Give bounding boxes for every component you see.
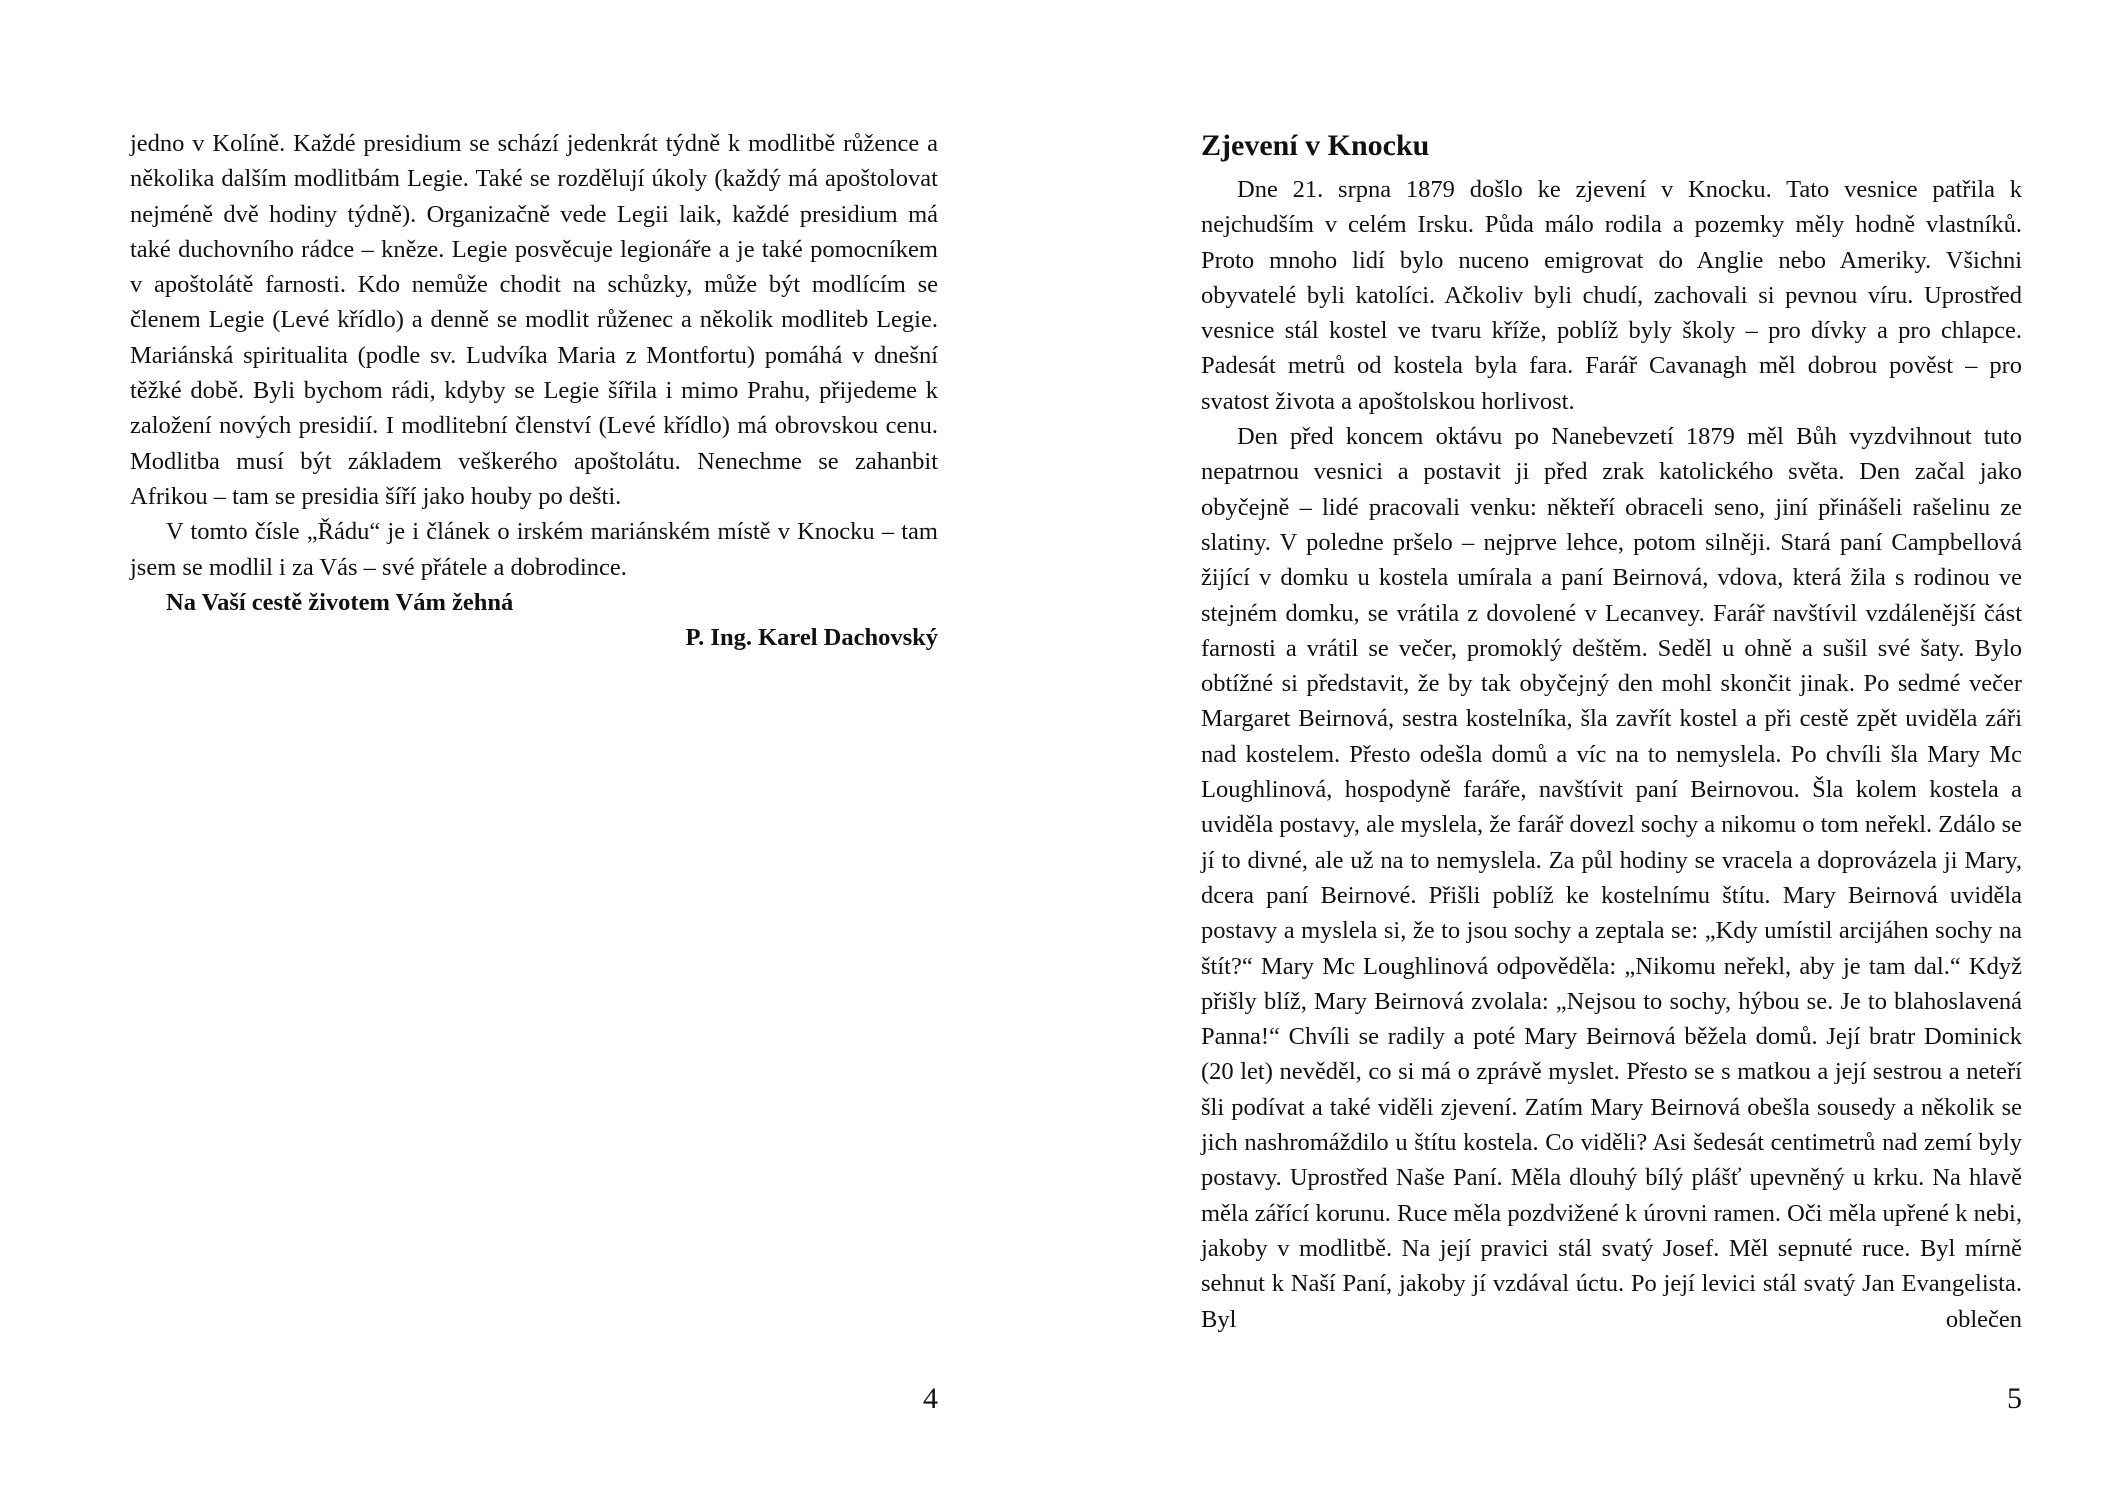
left-paragraph-2: V tomto čísle „Řádu“ je i článek o irském mariánském místě v Knocku – tam jsem se modlil i za Vás – své přátele a dobrodince. xyxy=(130,518,938,581)
page-number-left: 4 xyxy=(923,1382,938,1415)
author-signature: P. Ing. Karel Dachovský xyxy=(685,624,938,652)
right-page-text xyxy=(1201,172,2022,1337)
right-page xyxy=(1059,0,2118,1500)
page-number-right: 5 xyxy=(2007,1382,2022,1415)
closing-blessing: Na Vaší cestě životem Vám žehná xyxy=(166,588,514,616)
right-paragraph-1: Dne 21. srpna 1879 došlo ke zjevení v Knocku. Tato vesnice patřila k nejchudším v celém Irsku. Půda málo rodila a pozemky měly hodně vlastníků. Proto mnoho lidí bylo nuceno emigrovat do Anglie nebo Ameriky. Všichni obyvatelé byli katolíci. Ačkoliv byli chudí, zachovali si pevnou víru. Uprostřed vesnice stál kostel ve tvaru kříže, poblíž byly školy – pro dívky a pro chlapce. Padesát metrů od kostela byla fara. Farář Cavanagh měl dobrou pověst – pro svatost života a apoštolskou horlivost. xyxy=(1201,176,2022,415)
left-page-text xyxy=(130,126,938,655)
right-paragraph-2: Den před koncem oktávu po Nanebevzetí 1879 měl Bůh vyzdvihnout tuto nepatrnou vesnici a postavit ji před zrak katolického světa. Den začal jako obyčejně – lidé pracovali venku: někteří obraceli seno, jiní přinášeli rašelinu ze slatiny. V poledne pršelo – nejprve lehce, potom silněji. Stará paní Campbellová žijící v domku u kostela umírala a paní Beirnová, vdova, která žila s rodinou ve stejném domku, se vrátila z dovolené v Lecanvey. Farář navštívil vzdálenější část farnosti a vrátil se večer, promoklý deštěm. Seděl u ohně a sušil své šaty. Bylo obtížné si představit, že by tak obyčejný den mohl skončit jinak. Po sedmé večer Margaret Beirnová, sestra kostelníka, šla zavřít kostel a při cestě zpět uviděla záři nad kostelem. Přesto odešla domů a víc na to nemyslela. Po chvíli šla Mary Mc Loughlinová, hospodyně faráře, navštívit paní Beirnovou. Šla kolem kostela a uviděla postavy, ale myslela, že farář dovezl sochy a nikomu o tom neřekl. Zdálo se jí to divné, ale už na to nemyslela. Za půl hodiny se vracela a doprovázela ji Mary, dcera paní Beirnové. Přišli poblíž ke kostelnímu štítu. Mary Beirnová uviděla postavy a myslela si, že to jsou sochy a zeptala se: „Kdy umístil arcijáhen sochy na štít?“ Mary Mc Loughlinová odpověděla: „Nikomu neřekl, aby je tam dal.“ Když přišly blíž, Mary Beirnová zvolala: „Nejsou to sochy, hýbou se. Je to blahoslavená Panna!“ Chvíli se radily a poté Mary Beirnová běžela domů. Její bratr Dominick (20 let) nevěděl, co si má o zprávě myslet. Přesto se s matkou a její sestrou a neteří šli podívat a také viděli zjevení. Zatím Mary Beirnová obešla sousedy a několik se jich nashromáždilo u štítu kostela. Co viděli? Asi šedesát centimetrů nad zemí byly postavy. Uprostřed Naše Paní. Měla dlouhý bílý plášť upevněný u krku. Na hlavě měla zářící korunu. Ruce měla pozdvižené k úrovni ramen. Oči měla upřené k nebi, jakoby v modlitbě. Na její pravici stál svatý Josef. Měl sepnuté ruce. Byl mírně sehnut k Naší Paní, jakoby jí vzdával úctu. Po její levici stál svatý Jan Evangelista. Byl oblečen xyxy=(1201,423,2022,1333)
article-heading: Zjevení v Knocku xyxy=(1201,129,1430,162)
left-paragraph-1: jedno v Kolíně. Každé presidium se schází jedenkrát týdně k modlitbě růžence a několika dalším modlitbám Legie. Také se rozdělují úkoly (každý má apoštolovat nejméně dvě hodiny týdně). Organizačně vede Legii laik, každé presidium má také duchovního rádce – kněze. Legie posvěcuje legionáře a je také pomocníkem v apoštolátě farnosti. Kdo nemůže chodit na schůzky, může být modlícím se členem Legie (Levé křídlo) a denně se modlit růženec a několik modliteb Legie. Mariánská spiritualita (podle sv. Ludvíka Maria z Montfortu) pomáhá v dnešní těžké době. Byli bychom rádi, kdyby se Legie šířila i mimo Prahu, přijedeme k založení nových presidií. I modlitební členství (Levé křídlo) má obrovskou cenu. Modlitba musí být základem veškerého apoštolátu. Nenechme se zahanbit Afrikou – tam se presidia šíří jako houby po dešti. xyxy=(130,130,938,510)
